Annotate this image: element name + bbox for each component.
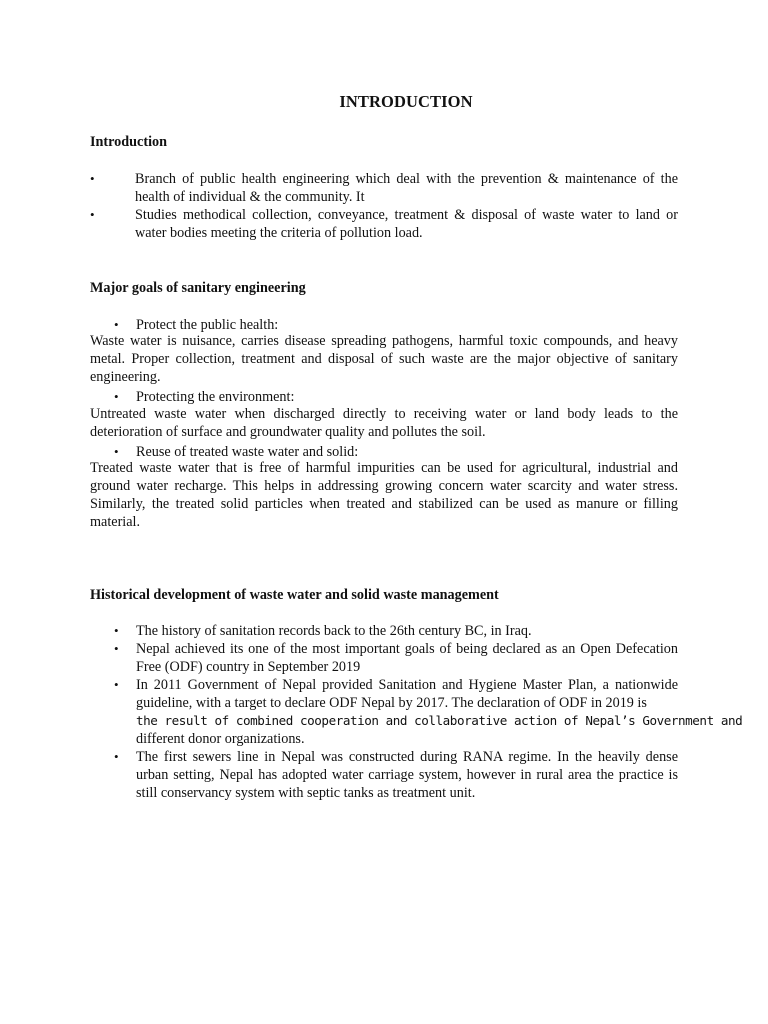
- bullet-text-continuation: the result of combined cooperation and collaborative action of Nepal’s Government and: [136, 713, 743, 728]
- section-heading-introduction: Introduction: [90, 134, 167, 150]
- list-item: [114, 748, 678, 802]
- bullet-text: Nepal achieved its one of the most important goals of being declared as an Open Defecation Free (ODF) country in September 2019: [136, 641, 678, 675]
- goal-description: Untreated waste water when discharged directly to receiving water or land body leads to the deterioration of surface and groundwater quality and pollutes the soil.: [90, 406, 678, 440]
- bullet-text: In 2011 Government of Nepal provided Sanitation and Hygiene Master Plan, a nationwide guideline, with a target to declare ODF Nepal by 2017. The declaration of ODF in 2019 is: [136, 677, 678, 711]
- bullet-text: The history of sanitation records back to the 26th century BC, in Iraq.: [136, 623, 532, 639]
- bullet-icon: •: [114, 389, 119, 404]
- bullet-icon: •: [114, 749, 119, 764]
- bullet-text: Branch of public health engineering which deal with the prevention & maintenance of the health of individual & the community. It: [135, 171, 678, 205]
- list-item: [90, 206, 678, 242]
- introduction-bullet-list: [90, 170, 678, 242]
- goal-description: Waste water is nuisance, carries disease spreading pathogens, harmful toxic compounds, and heavy metal. Proper collection, treatment and disposal of such waste are the major objective of sanitary engineering.: [90, 333, 678, 385]
- list-item: [90, 170, 678, 206]
- bullet-icon: •: [114, 444, 119, 459]
- goal-label: Protecting the environment:: [136, 389, 295, 405]
- list-item: [114, 622, 678, 640]
- bullet-icon: •: [114, 641, 119, 656]
- page-title: INTRODUCTION: [339, 92, 473, 111]
- goal-description: Treated waste water that is free of harmful impurities can be used for agricultural, industrial and ground water recharge. This helps in addressing growing concern water scarcity and water stress. Similarly, the treated solid particles when treated and stabilized can be used as manure or filling material.: [90, 460, 678, 530]
- list-item: [114, 676, 743, 748]
- bullet-text: Studies methodical collection, conveyance, treatment & disposal of waste water to land or water bodies meeting the criteria of pollution load.: [135, 207, 678, 241]
- bullet-text-continuation-end: different donor organizations.: [136, 731, 305, 747]
- history-bullet-list: [114, 622, 743, 802]
- goal-label: Protect the public health:: [136, 317, 279, 333]
- goal-label: Reuse of treated waste water and solid:: [136, 444, 359, 460]
- list-item: [114, 640, 678, 676]
- section-heading-history: Historical development of waste water and solid waste management: [90, 587, 499, 603]
- section-heading-major-goals: Major goals of sanitary engineering: [90, 280, 306, 296]
- bullet-icon: •: [114, 317, 119, 332]
- bullet-icon: •: [114, 677, 119, 692]
- bullet-icon: •: [90, 207, 95, 222]
- bullet-icon: •: [114, 623, 119, 638]
- bullet-icon: •: [90, 171, 95, 186]
- bullet-text: The first sewers line in Nepal was constructed during RANA regime. In the heavily dense urban setting, Nepal has adopted water carriage system, however in rural area the practice is still conservancy system with septic tanks as treatment unit.: [136, 749, 678, 801]
